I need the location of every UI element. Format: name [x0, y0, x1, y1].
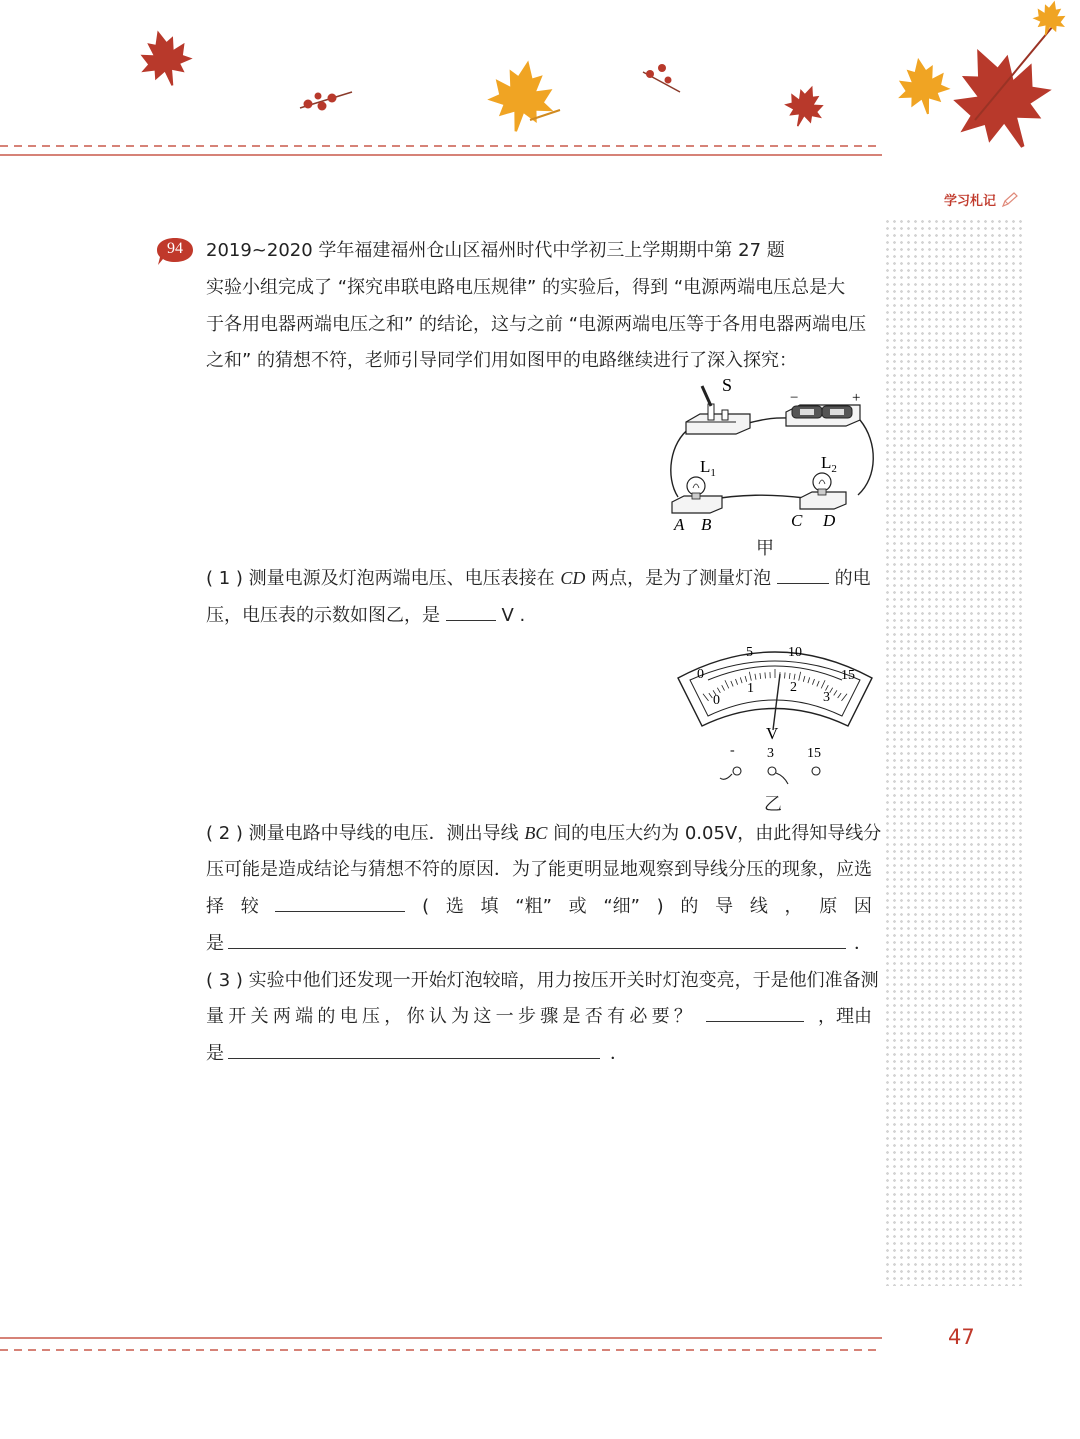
terminal-15: 15 [807, 746, 821, 761]
part3-line2: 量 开 关 两 端 的 电 压 ， 你 认 为 这 一 步 骤 是 否 有 必 要 ？ ，理由 [206, 1006, 872, 1027]
maple-leaf-icon [932, 28, 1069, 168]
lamp-L1 [672, 477, 722, 513]
switch-label: S [722, 375, 733, 395]
berry-branch-icon [300, 92, 352, 111]
figure-b-caption: 乙 [764, 794, 782, 815]
battery [786, 405, 860, 426]
terminal-3: 3 [767, 746, 774, 761]
lower-scale-3: 3 [823, 690, 830, 705]
answer-blank[interactable] [706, 1007, 804, 1022]
question-source: 2019~2020 学年福建福州仓山区福州时代中学初三上学期期中第 27 题 [206, 240, 785, 261]
point-C: C [791, 511, 803, 530]
sidebar-notes-label: 学习札记 [944, 190, 1019, 209]
upper-scale-0: 0 [697, 667, 704, 682]
part2-line1: ( 2 ) 测量电路中导线的电压．测出导线 BC 间的电压大约为 0.05V，由此得知导线分 [206, 823, 882, 844]
lower-scale-2: 2 [790, 680, 797, 695]
intro-line: 之和” 的猜想不符，老师引导同学们用如图甲的电路继续进行了深入探究： [206, 350, 798, 371]
upper-scale-5: 5 [746, 645, 753, 660]
answer-blank[interactable] [777, 569, 829, 584]
answer-blank[interactable] [446, 606, 496, 621]
maple-leaf-icon [779, 79, 832, 133]
terminal-knob [733, 767, 741, 775]
question-number-badge: 94 [156, 237, 194, 263]
intro-line: 于各用电器两端电压之和” 的结论，这与之前 “电源两端电压等于各用电器两端电压 [206, 314, 867, 335]
point-D: D [823, 511, 836, 530]
scale-tick [785, 672, 786, 678]
terminal-knob [768, 767, 776, 775]
part2-line4: 是 ． [206, 933, 872, 954]
maple-leaf-icon [1029, 0, 1071, 40]
autumn-leaves-decoration [0, 0, 1080, 175]
minus-sign: − [790, 390, 799, 406]
pencil-icon [1001, 192, 1019, 208]
answer-blank[interactable] [228, 1044, 600, 1059]
answer-blank[interactable] [228, 934, 846, 949]
lamp-L2-label: $L_2$ [821, 453, 837, 475]
footer-rule [0, 1332, 890, 1356]
part2-line2: 压可能是造成结论与猜想不符的原因．为了能更明显地观察到导线分压的现象，应选 [206, 859, 872, 880]
answer-blank[interactable] [275, 897, 405, 912]
maple-leaf-icon [132, 24, 198, 93]
berry-branch-icon [643, 64, 680, 92]
page-number: 47 [948, 1325, 975, 1349]
plus-sign: + [852, 390, 861, 406]
point-B: B [701, 515, 712, 534]
terminal-minus: - [730, 743, 735, 758]
upper-scale-15: 15 [841, 668, 855, 683]
terminal-knob [812, 767, 820, 775]
figure-a-caption: 甲 [756, 538, 774, 559]
part1-line1: ( 1 ) 测量电源及灯泡两端电压、电压表接在 CD 两点，是为了测量灯泡 的电 [206, 568, 871, 589]
intro-line: 实验小组完成了 “探究串联电路电压规律” 的实验后，得到 “电源两端电压总是大 [206, 277, 846, 298]
part2-line3: 择 较 ( 选 填 “粗” 或 “细” ) 的 导 线 ， 原 因 [206, 896, 872, 917]
unit-label: V [766, 724, 779, 743]
scale-tick [765, 672, 766, 678]
switch-S [686, 386, 750, 434]
part3-line3: 是 ． [206, 1043, 628, 1064]
maple-leaf-icon [483, 55, 562, 138]
part3-line1: ( 3 ) 实验中他们还发现一开始灯泡较暗，用力按压开关时灯泡变亮，于是他们准备测 [206, 970, 879, 991]
lamp-L2 [800, 473, 846, 509]
point-A: A [674, 515, 685, 534]
notes-dot-grid [884, 218, 1024, 1286]
part1-line2: 压，电压表的示数如图乙，是 V . [206, 605, 526, 626]
lower-scale-1: 1 [747, 681, 754, 696]
circuit-diagram [660, 372, 890, 562]
voltmeter-diagram [670, 636, 880, 816]
lamp-L1-label: $L_1$ [700, 457, 716, 479]
maple-leaf-icon [892, 53, 954, 118]
upper-scale-10: 10 [788, 645, 802, 660]
lower-scale-0: 0 [713, 693, 720, 708]
